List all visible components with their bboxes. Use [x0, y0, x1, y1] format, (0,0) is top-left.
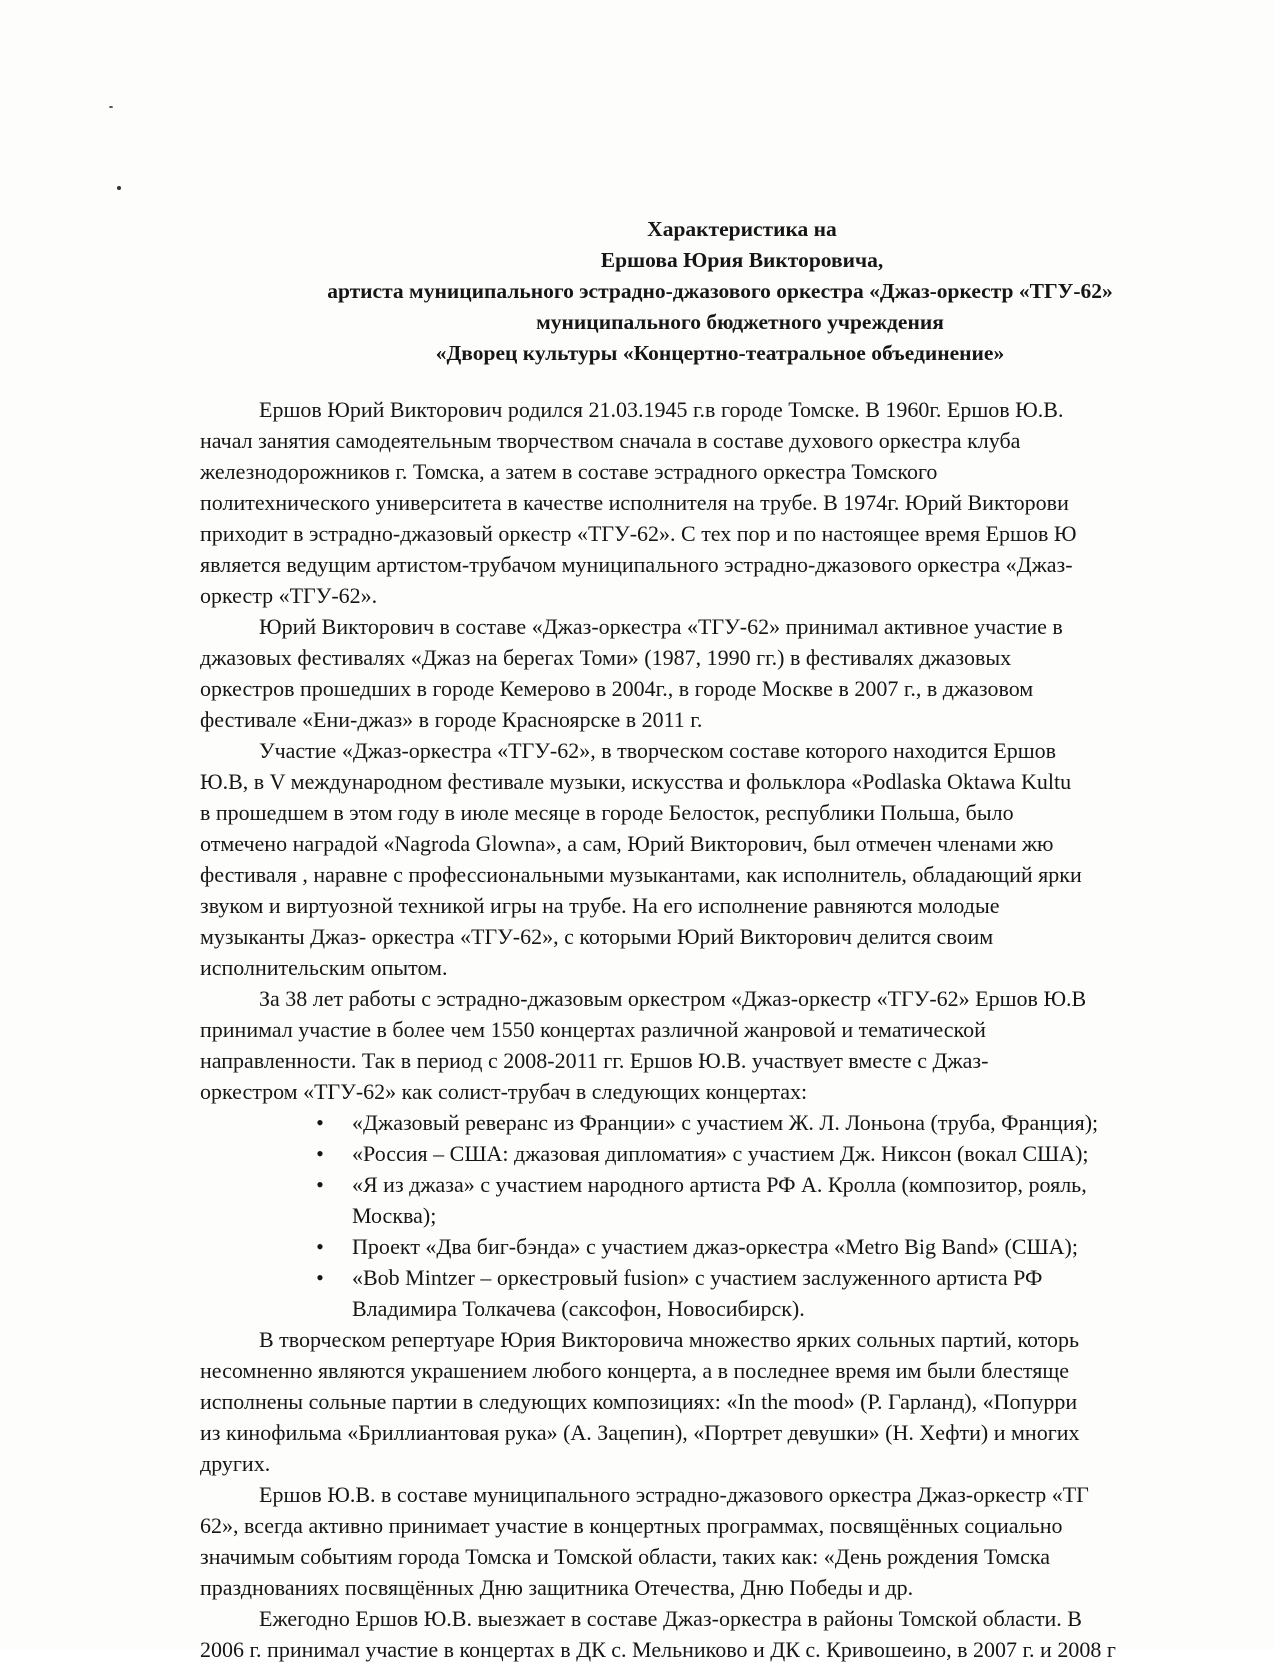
- text-line: несомненно являются украшением любого концерта, а в последнее время им были блестяще: [200, 1358, 1070, 1383]
- paragraph-award: [200, 735, 1275, 983]
- text-line: «Bob Mintzer – оркестровый fusion» с участием заслуженного артиста РФ: [352, 1265, 1043, 1290]
- list-item: [200, 1169, 1275, 1231]
- text-line: принимал участие в более чем 1550 концертах различной жанровой и тематической: [200, 1017, 986, 1042]
- text-line: джазовых фестивалях «Джаз на берегах Томи» (1987, 1990 гг.) в фестивалях джазовых: [200, 645, 1012, 670]
- text-line: фестиваля , наравне с профессиональными музыкантами, как исполнитель, обладающий ярки: [200, 862, 1082, 887]
- bullet-icon: •: [316, 1141, 324, 1166]
- text-line: направленности. Так в период с 2008-2011 гг. Ершов Ю.В. участвует вместе с Джаз-: [200, 1048, 989, 1073]
- bullet-icon: •: [316, 1265, 324, 1290]
- text-line: Проект «Два биг-бэнда» с участием джаз-оркестра «Metro Big Band» (США);: [352, 1234, 1078, 1259]
- text-line: начал занятия самодеятельным творчеством сначала в составе духового оркестра клуба: [200, 428, 1021, 453]
- text-line: Москва);: [352, 1203, 437, 1228]
- text-line: значимым событиям города Томска и Томской области, таких как: «День рождения Томска: [200, 1544, 1050, 1569]
- title-line: Ершова Юрия Викторовича,: [600, 248, 884, 272]
- paragraph-biography: [200, 394, 1275, 611]
- text-line: приходит в эстрадно-джазовый оркестр «ТГУ-62». С тех пор и по настоящее время Ершов Ю: [200, 521, 1077, 546]
- list-item: [200, 1107, 1275, 1138]
- paragraph-concerts-intro: [200, 983, 1275, 1107]
- text-line: оркестром «ТГУ-62» как солист-трубач в следующих концертах:: [200, 1079, 808, 1104]
- bullet-icon: •: [316, 1110, 324, 1135]
- text-line: Юрий Викторович в составе «Джаз-оркестра «ТГУ-62» принимал активное участие в: [259, 614, 1063, 639]
- text-line: оркестров прошедших в городе Кемерово в 2004г., в городе Москве в 2007 г., в джазовом: [200, 676, 1034, 701]
- scan-speck: [109, 106, 113, 108]
- text-line: Ершов Юрий Викторович родился 21.03.1945 г.в городе Томске. В 1960г. Ершов Ю.В.: [259, 397, 1064, 422]
- text-line: из кинофильма «Бриллиантовая рука» (А. Зацепин), «Портрет девушки» (Н. Хефти) и многих: [200, 1420, 1080, 1445]
- list-item: [200, 1138, 1275, 1169]
- text-line: Ю.В, в V международном фестивале музыки, искусства и фольклора «Podlaska Oktawa Kultu: [200, 769, 1072, 794]
- paragraph-regional-tours: [200, 1603, 1275, 1665]
- text-line: в прошедшем в этом году в июле месяце в городе Белосток, республики Польша, было: [200, 800, 1014, 825]
- title-line: Характеристика на: [647, 217, 837, 241]
- text-line: За 38 лет работы с эстрадно-джазовым оркестром «Джаз-оркестр «ТГУ-62» Ершов Ю.В: [259, 986, 1087, 1011]
- list-item: [200, 1262, 1275, 1324]
- title-line: «Дворец культуры «Концертно-театральное объединение»: [435, 341, 1005, 365]
- text-line: Ершов Ю.В. в составе муниципального эстрадно-джазового оркестра Джаз-оркестр «ТГ: [259, 1482, 1089, 1507]
- text-line: В творческом репертуаре Юрия Викторовича множество ярких сольных партий, которь: [259, 1327, 1080, 1352]
- text-line: железнодорожников г. Томска, а затем в составе эстрадного оркестра Томского: [200, 459, 938, 484]
- text-line: звуком и виртуозной техникой игры на трубе. На его исполнение равняются молодые: [200, 893, 1000, 918]
- text-line: других.: [200, 1451, 271, 1476]
- list-item: [200, 1231, 1275, 1262]
- paragraph-social-events: [200, 1479, 1275, 1603]
- document-body: [200, 394, 1275, 1665]
- text-line: «Россия – США: джазовая дипломатия» с участием Дж. Никсон (вокал США);: [352, 1141, 1089, 1166]
- text-line: исполнительским опытом.: [200, 955, 448, 980]
- text-line: «Джазовый реверанс из Франции» с участием Ж. Л. Лоньона (труба, Франция);: [352, 1110, 1099, 1135]
- paragraph-festivals: [200, 611, 1275, 735]
- text-line: оркестр «ТГУ-62».: [200, 583, 378, 608]
- bullet-icon: •: [316, 1234, 324, 1259]
- text-line: 62», всегда активно принимает участие в концертных программах, посвящённых социально: [200, 1513, 1063, 1538]
- document-title: [200, 214, 1240, 369]
- text-line: празднованиях посвящённых Дню защитника Отечества, Дню Победы и др.: [200, 1575, 914, 1600]
- text-line: фестивале «Ени-джаз» в городе Красноярске в 2011 г.: [200, 707, 703, 732]
- text-line: «Я из джаза» с участием народного артиста РФ А. Кролла (композитор, рояль,: [352, 1172, 1087, 1197]
- title-line: артиста муниципального эстрадно-джазового оркестра «Джаз-оркестр «ТГУ-62»: [327, 279, 1113, 303]
- text-line: 2006 г. принимал участие в концертах в ДК с. Мельниково и ДК с. Кривошеино, в 2007 г. и 2008 г: [200, 1637, 1116, 1662]
- text-line: Ежегодно Ершов Ю.В. выезжает в составе Джаз-оркестра в районы Томской области. В: [259, 1606, 1082, 1631]
- text-line: исполнены сольные партии в следующих композициях: «In the mood» (Р. Гарланд), «Попурри: [200, 1389, 1078, 1414]
- paragraph-repertoire: [200, 1324, 1275, 1479]
- concert-list: [200, 1107, 1275, 1324]
- text-line: является ведущим артистом-трубачом муниципального эстрадно-джазового оркестра «Джаз-: [200, 552, 1073, 577]
- text-line: отмечено наградой «Nagroda Glowna», а сам, Юрий Викторович, был отмечен членами жю: [200, 831, 1054, 856]
- title-line: муниципального бюджетного учреждения: [536, 310, 944, 334]
- text-line: Участие «Джаз-оркестра «ТГУ-62», в творческом составе которого находится Ершов: [259, 738, 1057, 763]
- text-line: политехнического университета в качестве исполнителя на трубе. В 1974г. Юрий Викторови: [200, 490, 1069, 515]
- text-line: музыканты Джаз- оркестра «ТГУ-62», с которыми Юрий Викторович делится своим: [200, 924, 994, 949]
- bullet-icon: •: [316, 1172, 324, 1197]
- scan-speck: [117, 186, 121, 190]
- text-line: Владимира Толкачева (саксофон, Новосибирск).: [352, 1296, 805, 1321]
